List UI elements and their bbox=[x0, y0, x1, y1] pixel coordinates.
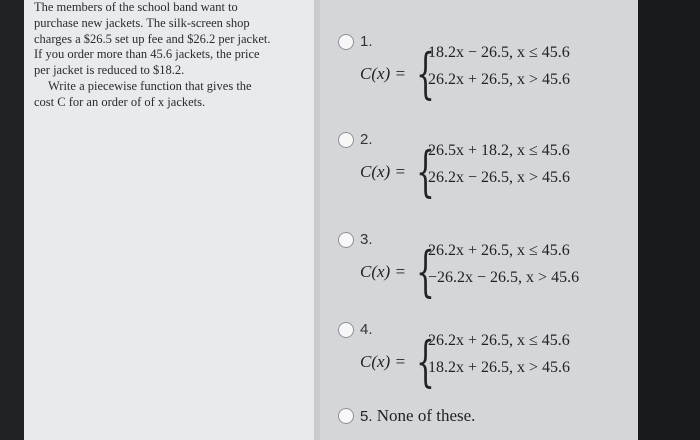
radio-button[interactable] bbox=[338, 322, 354, 338]
question-line: per jacket is reduced to $18.2. bbox=[34, 63, 185, 78]
case-second: 18.2x + 26.5, x > 45.6 bbox=[428, 359, 571, 376]
question-line: Write a piecewise function that gives the bbox=[48, 78, 252, 93]
left-brace-icon: { bbox=[416, 140, 435, 203]
radio-button[interactable] bbox=[338, 232, 354, 248]
question-line: The members of the school band want to bbox=[34, 0, 238, 14]
radio-button[interactable] bbox=[338, 132, 354, 148]
function-label: C(x) = bbox=[360, 64, 406, 83]
case-second: 26.2x + 26.5, x > 45.6 bbox=[428, 71, 571, 88]
case-first: 26.2x + 26.5, x ≤ 45.6 bbox=[428, 242, 570, 259]
option-label: None of these. bbox=[376, 406, 476, 425]
question-text bbox=[34, 0, 304, 111]
question-line: charges a $26.5 set up fee and $26.2 per jacket. bbox=[34, 31, 271, 46]
photo-dark-edge-right bbox=[638, 0, 700, 440]
option-number: 2. bbox=[360, 131, 373, 148]
case-first: 18.2x − 26.5, x ≤ 45.6 bbox=[428, 44, 570, 61]
function-label: C(x) = bbox=[360, 352, 406, 371]
option-text bbox=[360, 406, 475, 426]
case-second: 26.2x − 26.5, x > 45.6 bbox=[428, 169, 571, 186]
left-brace-icon: { bbox=[416, 330, 435, 393]
radio-button[interactable] bbox=[338, 408, 354, 424]
left-brace-icon: { bbox=[416, 240, 435, 303]
option-number: 5. bbox=[360, 408, 373, 425]
option-number: 4. bbox=[360, 321, 373, 338]
question-line: If you order more than 45.6 jackets, the price bbox=[34, 47, 260, 62]
function-label: C(x) = bbox=[360, 162, 406, 181]
question-line: cost C for an order of of x jackets. bbox=[34, 94, 206, 109]
left-brace-icon: { bbox=[416, 42, 435, 105]
case-second: −26.2x − 26.5, x > 45.6 bbox=[428, 269, 580, 286]
case-first: 26.5x + 18.2, x ≤ 45.6 bbox=[428, 142, 570, 159]
radio-button[interactable] bbox=[338, 34, 354, 50]
option-number: 3. bbox=[360, 231, 373, 248]
photo-dark-edge-left bbox=[0, 0, 24, 440]
option-number: 1. bbox=[360, 33, 373, 50]
function-label: C(x) = bbox=[360, 262, 406, 281]
case-first: 26.2x + 26.5, x ≤ 45.6 bbox=[428, 332, 570, 349]
question-line: purchase new jackets. The silk-screen shop bbox=[34, 15, 250, 30]
question-panel bbox=[24, 0, 314, 440]
